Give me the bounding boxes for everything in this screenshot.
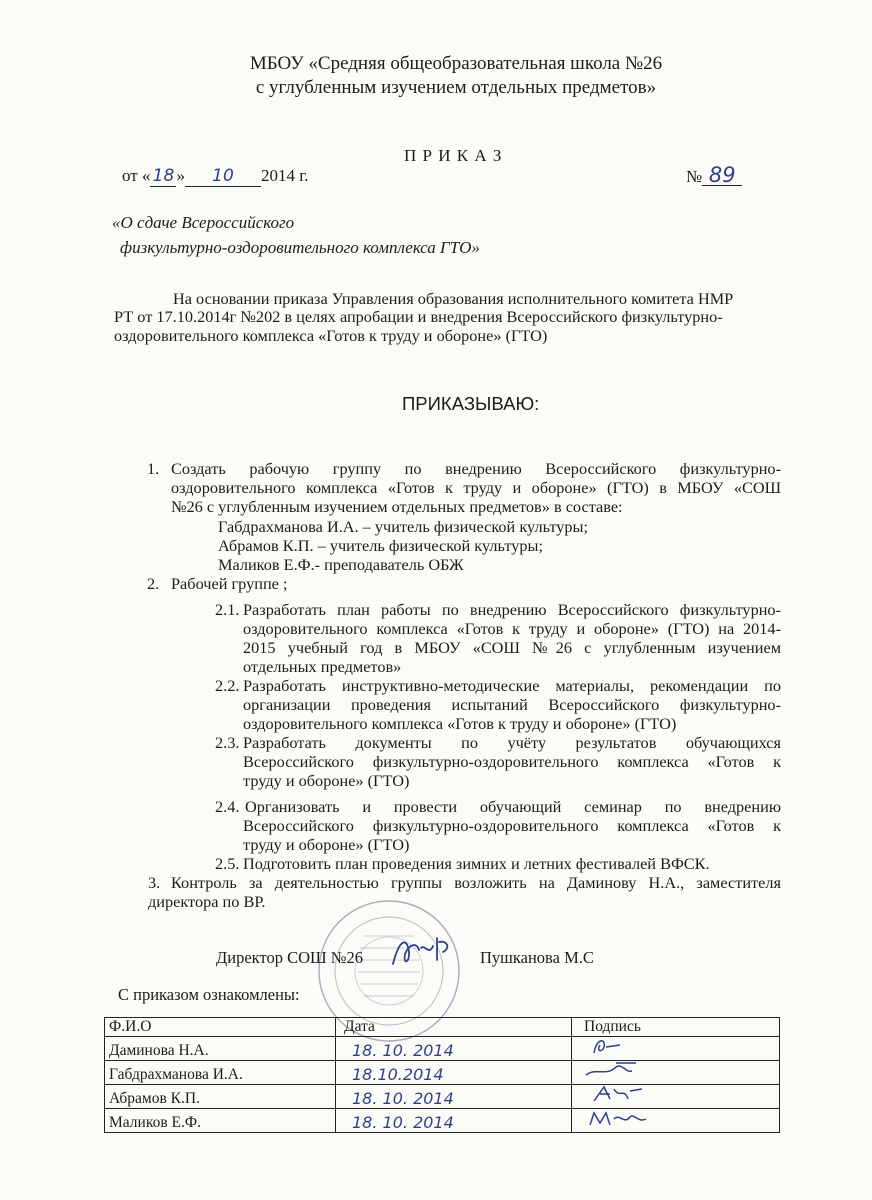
- subitem-2-5-number: 2.5.: [215, 854, 240, 873]
- table-row: [105, 1085, 780, 1109]
- item2-line1: Рабочей группе ;: [171, 574, 288, 593]
- row-name: Маликов Е.Ф.: [105, 1109, 336, 1133]
- table-header-row: [105, 1018, 780, 1037]
- row-date: 18. 10. 2014: [336, 1037, 572, 1061]
- signature-mark-icon: [576, 1061, 696, 1079]
- header-date: Дата: [336, 1018, 572, 1037]
- row-name: Даминова Н.А.: [105, 1037, 336, 1061]
- row-signature: [572, 1061, 780, 1085]
- row-name: Габдрахманова И.А.: [105, 1061, 336, 1085]
- row-signature: [572, 1085, 780, 1109]
- subitem-2-2-line1: Разработать инструктивно-методические материалы, рекомендации по: [243, 676, 781, 695]
- signature-mark-icon: [576, 1085, 696, 1103]
- order-number: [686, 163, 742, 187]
- table-row: [105, 1061, 780, 1085]
- item1-line2: оздоровительного комплекса «Готов к труду и обороне» (ГТО) в МБОУ «СОШ: [171, 478, 781, 497]
- row-date: 18. 10. 2014: [336, 1109, 572, 1133]
- item2-number: 2.: [147, 574, 160, 593]
- subitem-2-3-number: 2.3.: [215, 733, 240, 752]
- subitem-2-1-line1: Разработать план работы по внедрению Всероссийского физкультурно-: [243, 600, 781, 619]
- row-date: 18.10.2014: [336, 1061, 572, 1085]
- subitem-2-1-number: 2.1.: [215, 600, 240, 619]
- row-signature: [572, 1109, 780, 1133]
- item1-line3: №26 с углубленным изучением отдельных предметов» в составе:: [171, 497, 623, 516]
- table-row: [105, 1109, 780, 1133]
- subitem-2-1-line2: оздоровительного комплекса «Готов к труду и обороне» (ГТО) на 2014-: [243, 619, 781, 638]
- subject-line1: «О сдаче Всероссийского: [112, 213, 295, 232]
- handwritten-signature-icon: [385, 930, 465, 975]
- subitem-2-4-line1: Организовать и провести обучающий семинар по внедрению: [245, 797, 781, 816]
- date-prefix: от «: [122, 166, 151, 185]
- subitem-2-2-line3: оздоровительного комплекса «Готов к труду и обороне» (ГТО): [243, 714, 677, 733]
- date-day: 18: [150, 167, 176, 187]
- school-name-line1: МБОУ «Средняя общеобразовательная школа №26: [249, 53, 663, 74]
- subitem-2-3-line2: Всероссийского физкультурно-оздоровительного комплекса «Готов к: [243, 752, 781, 771]
- basis-line3: оздоровительного комплекса «Готов к труду и обороне» (ГТО): [114, 326, 548, 345]
- subitem-2-3-line1: Разработать документы по учёту результатов обучающихся: [243, 733, 781, 752]
- subitem-2-3-line3: труду и обороне» (ГТО): [243, 771, 410, 790]
- member-2: Абрамов К.П. – учитель физической культуры;: [218, 536, 543, 555]
- signature-mark-icon: [576, 1109, 696, 1127]
- subitem-2-2-line2: организации проведения испытаний Всероссийского физкультурно-: [243, 695, 781, 714]
- subitem-2-4-line2: Всероссийского физкультурно-оздоровительного комплекса «Готов к: [243, 816, 781, 835]
- table-row: [105, 1037, 780, 1061]
- order-word: ПРИКАЗЫВАЮ:: [402, 393, 540, 414]
- subitem-2-4-number: 2.4.: [215, 797, 240, 816]
- number-prefix: №: [686, 167, 703, 186]
- subitem-2-2-number: 2.2.: [215, 676, 240, 695]
- subitem-2-1-line4: отдельных предметов»: [243, 657, 402, 676]
- row-name: Абрамов К.П.: [105, 1085, 336, 1109]
- header-signature: Подпись: [572, 1018, 780, 1037]
- subitem-2-4-line3: труду и обороне» (ГТО): [243, 835, 410, 854]
- member-1: Габдрахманова И.А. – учитель физической культуры;: [218, 517, 589, 536]
- item1-line1: Создать рабочую группу по внедрению Всероссийского физкультурно-: [171, 459, 781, 478]
- acquaint-table: [104, 1017, 780, 1133]
- basis-line2: РТ от 17.10.2014г №202 в целях апробации и внедрения Всероссийского физкультурно-: [114, 307, 723, 326]
- date-month: 10: [185, 167, 261, 187]
- date-mid: »: [176, 166, 185, 185]
- school-name-line2: с углубленным изучением отдельных предметов»: [255, 77, 657, 98]
- row-signature: [572, 1037, 780, 1061]
- number-value: 89: [702, 166, 742, 186]
- subject-line2: физкультурно-оздоровительного комплекса ГТО»: [120, 238, 480, 257]
- header-name: Ф.И.О: [105, 1018, 336, 1037]
- director-name: Пушканова М.С: [480, 948, 594, 967]
- row-date: 18. 10. 2014: [336, 1085, 572, 1109]
- order-title: П Р И К А З: [404, 146, 503, 165]
- director-label: Директор СОШ №26: [216, 948, 364, 967]
- item3-line1: Контроль за деятельностью группы возложить на Даминову Н.А., заместителя: [171, 873, 781, 892]
- member-3: Маликов Е.Ф.- преподаватель ОБЖ: [218, 555, 464, 574]
- basis-line1: На основании приказа Управления образования исполнительного комитета НМР: [173, 289, 734, 308]
- item3-line2: директора по ВР.: [148, 892, 266, 911]
- signature-mark-icon: [576, 1037, 696, 1055]
- subitem-2-1-line3: 2015 учебный год в МБОУ «СОШ №26 с углубленным изучением: [243, 638, 781, 657]
- acquaint-label: С приказом ознакомлены:: [118, 985, 300, 1004]
- date-year: 2014 г.: [260, 166, 309, 185]
- subitem-2-5-line1: Подготовить план проведения зимних и летних фестивалей ВФСК.: [243, 854, 710, 873]
- item1-number: 1.: [147, 459, 160, 478]
- order-date: [122, 166, 309, 187]
- item3-number: 3.: [148, 873, 161, 892]
